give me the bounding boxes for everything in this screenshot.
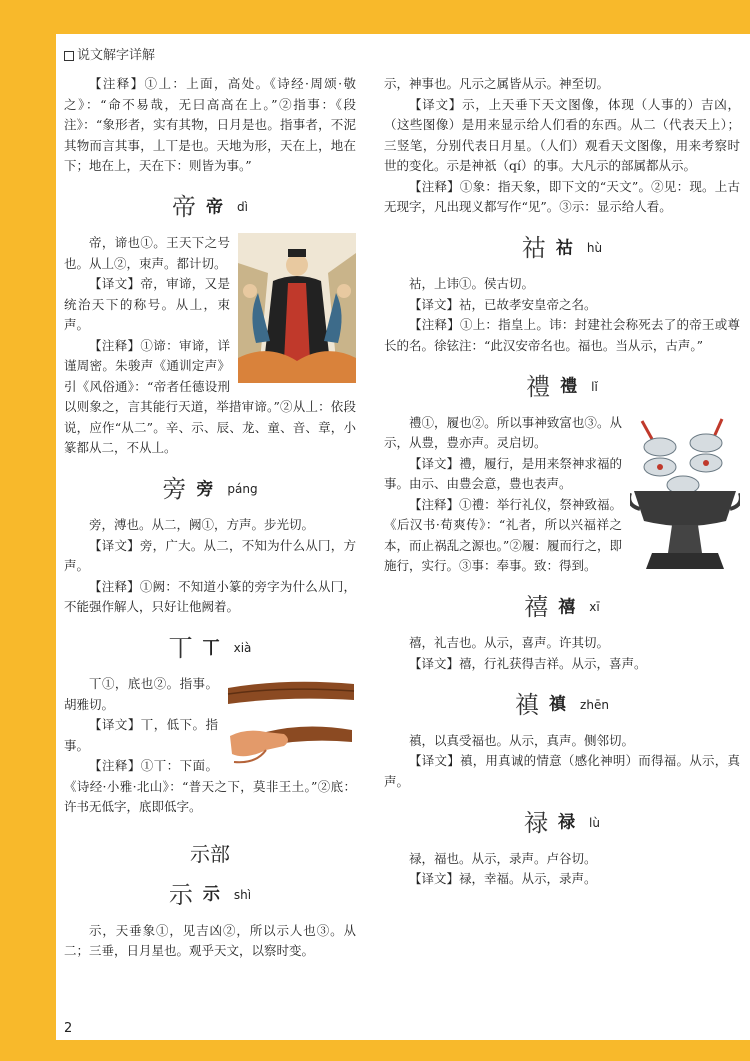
entry-translation: 【译文】禄，幸福。从示，录声。 [409,871,597,886]
character: 祜 [555,238,573,258]
book-page [56,34,750,1040]
entry-text: 禛，以真受福也。从示，真声。侧邻切。 [409,732,635,748]
entry-note: 【注释】①上：指皇上。讳：封建社会称死去了的帝王或尊长的名。徐铉注：“此汉安帝名也。福也。当从示，古声。” [384,317,740,353]
character: 禄 [558,812,576,833]
entry-text: 帝，谛也①。王天下之号也。从丄②，朿声。都计切。 [64,235,230,271]
seal-glyph: 禄 [524,808,549,837]
entry-translation: 【译文】帝，审谛，又是统治天下的称号。从丄，朿声。 [64,276,230,332]
entry-note: 【注释】①象：指天象，即下文的“天文”。②见：现。上古无现字，凡出现义都写作“见”。③示：显示给人看。 [384,178,740,214]
pinyin: hù [586,241,603,255]
entry-translation: 【译文】禧，行礼获得吉祥。从示，喜声。 [409,655,647,671]
character: 丅 [202,638,220,658]
character: 示 [202,884,220,905]
pinyin: lù [589,815,600,830]
seal-glyph: 示 [168,880,193,909]
seal-glyph: 祜 [521,234,546,262]
entry-translation: 【译文】丅，低下。指事。 [64,717,218,753]
entry-note: 【注释】①丅：下面。《诗经·小雅·北山》：“普天之下，莫非王土。”②底：许书无低字，底即低字。 [64,758,356,814]
entry-heading-lu [384,806,740,839]
entry-translation: 【译文】旁，广大。从二，不知为什么从冂，方声。 [64,537,356,573]
character: 旁 [196,479,214,499]
seal-glyph: 帝 [172,193,197,221]
character: 禛 [549,694,567,715]
character: 禮 [560,376,578,397]
seal-glyph: 丅 [168,634,193,662]
pinyin: xià [233,641,252,655]
seal-glyph: 禮 [526,372,551,401]
seal-glyph: 禛 [515,690,540,719]
section-heading: 示部 [190,841,230,866]
entry-heading-pang [64,473,356,506]
header-square-icon [64,51,74,61]
entry-text: 祜，上讳①。侯古切。 [409,276,535,291]
hand-under-wood-illustration [226,674,356,766]
seal-glyph: 禧 [524,593,549,621]
ritual-vessel-illustration [630,413,740,573]
entry-heading-shi [64,878,356,911]
entry-translation: 【译文】示，上天垂下天文图像，体现（人事的）吉凶，（这些图像）是用来显示给人们看的东西。从二（代表天上）；三竖笔，分别代表日月星。（人们）观看天文图像，用来考察时世的变化。示是神祇（qí）的事。大凡示的部属都从示。 [384,96,740,173]
pinyin: páng [227,482,258,496]
entry-note: 【注释】①谛：审谛，详谨周密。朱骏声《通训定声》引《风俗通》：“帝者任德设刑以则象之，言其能行天道，举措审谛。”②从丄：依段说，应作“从二”。辛、示、辰、龙、童、音、章，小篆都从二，不从丄。 [64,337,356,455]
character: 禧 [558,597,576,617]
left-column [64,74,356,962]
entry-translation: 【译文】禮，履行，是用来祭神求福的事。由示、由豊会意，豊也表声。 [384,455,622,491]
entry-text: 丅①，底也②。指事。胡雅切。 [64,676,218,712]
seal-glyph: 旁 [162,475,187,503]
pinyin: dì [237,200,248,214]
entry-text: 禮①，履也②。所以事神致富也③。从示，从豊，豊亦声。灵启切。 [384,414,622,450]
pinyin: shì [233,887,252,902]
entry-heading-di [64,191,356,224]
entry-heading-zhen [384,688,740,721]
entry-translation: 【译文】祜，已故孝安皇帝之名。 [409,296,597,312]
entry-translation: 【译文】禛，用真诚的情意（感化神明）而得福。从示，真声。 [384,753,740,789]
entry-note: 【注释】①禮：举行礼仪，祭神致福。《后汉书·荀爽传》：“礼者，所以兴福祥之本，而止祸乱之源也。”②履：履而行之，即施行，实行。③事：奉事。致：得到。 [384,496,622,573]
entry-heading-hu [384,232,740,265]
entry-note: 【注释】①阙：不知道小篆的旁字为什么从冂，不能强作解人，只好让他阙着。 [64,578,356,614]
header-title: 说文解字详解 [77,48,156,63]
emperor-illustration [238,233,356,383]
page-number: 2 [64,1021,73,1036]
entry-text: 禄，福也。从示，录声。卢谷切。 [409,850,597,866]
character: 帝 [206,197,224,217]
pinyin: lǐ [591,379,598,394]
entry-text: 旁，溥也。从二，阙①，方声。步光切。 [89,517,315,532]
pinyin: xī [589,600,600,614]
running-header [64,44,155,63]
intro-note: 【注释】①丄：上面，高处。《诗经·周颂·敬之》：“命不易哉，无曰高高在上。”②指事：《段注》：“象形者，实有其物，日月是也。指事者，不泥其物而言其事，丄丅是也。天地为形，天在上，地在下；地在上，天在下：则皆为事。” [64,76,356,173]
pinyin: zhēn [580,697,609,712]
entry-text: 示，天垂象①，见吉凶②，所以示人也③。从二；三垂，日月星也。观乎天文，以察时变。 [64,922,356,958]
entry-heading-li [384,370,740,403]
entry-text: 禧，礼吉也。从示，喜声。许其切。 [409,635,610,650]
entry-text-continued: 示，神事也。凡示之属皆从示。神至切。 [384,76,610,91]
right-column [384,74,740,890]
entry-heading-xia [64,632,356,665]
entry-heading-xi [384,591,740,624]
